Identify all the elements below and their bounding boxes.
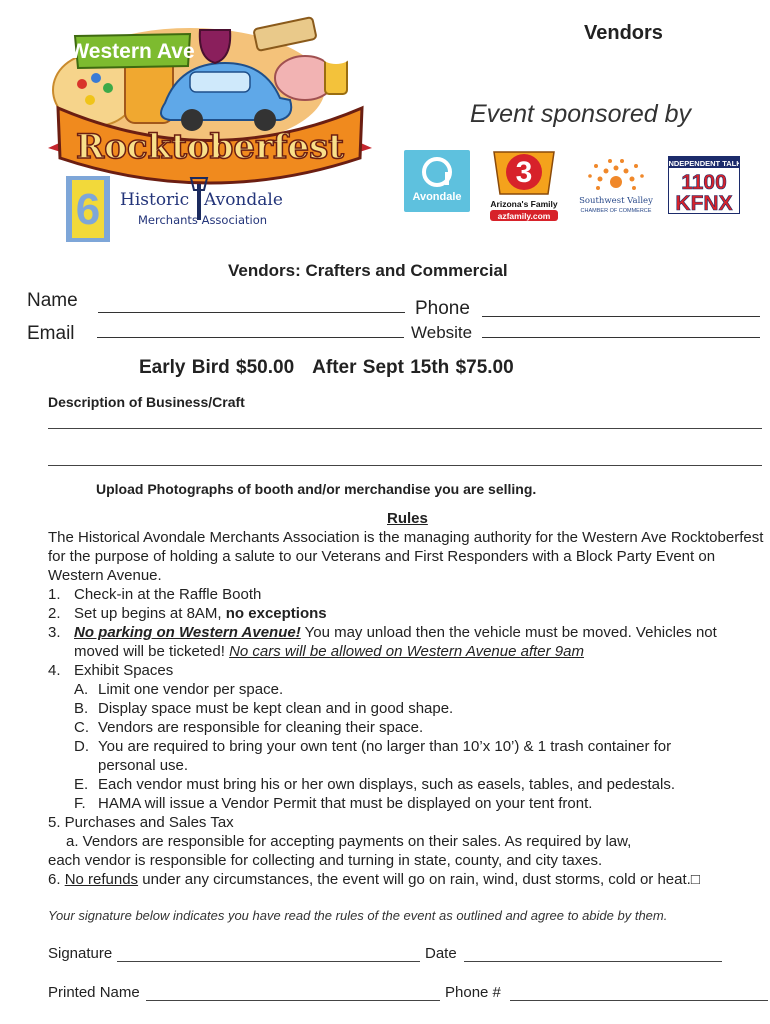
email-field[interactable] — [97, 337, 404, 338]
date-field[interactable] — [464, 961, 722, 962]
rule-number: 6. — [48, 871, 65, 888]
rule-text: Each vendor must bring his or her own displays, such as easels, tables, and pedestals. — [98, 776, 675, 793]
description-field-line-1[interactable] — [48, 428, 762, 429]
signature-label: Signature — [48, 945, 113, 962]
rule-5a: a. Vendors are responsible for accepting payments on their sales. As required by law, — [66, 833, 632, 850]
sponsor-avondale-text: Avondale — [412, 191, 462, 203]
rule-letter: E. — [74, 776, 89, 793]
rule-text: Exhibit Spaces — [74, 662, 174, 679]
rule-emphasis: no exceptions — [225, 605, 327, 622]
email-label: Email — [27, 323, 75, 344]
rule-4b — [74, 699, 453, 718]
rule-3 — [48, 623, 717, 642]
rules-heading: Rules — [387, 510, 428, 527]
logo-western-ave-text: Western Ave — [69, 40, 195, 63]
rule-4d — [74, 737, 671, 756]
rule-number: 2. — [48, 605, 61, 622]
rule-6 — [48, 870, 700, 889]
sponsor-avondale-logo — [404, 150, 470, 212]
sponsor-kfnx-tag: INDEPENDENT TALK — [669, 159, 739, 168]
rule-text: Set up begins at 8AM, — [74, 605, 226, 622]
hama-badge-number: 6 — [75, 185, 101, 234]
rule-letter: B. — [74, 700, 89, 717]
phone-field[interactable] — [482, 316, 760, 317]
sponsor-southwest-valley-logo — [574, 152, 658, 216]
rule-letter: A. — [74, 681, 89, 698]
checkbox-glyph: □ — [690, 871, 700, 888]
section-heading: Vendors: Crafters and Commercial — [228, 261, 508, 280]
fee-early-bird: Early Bird $50.00 — [139, 357, 295, 378]
sponsor-az-url: azfamily.com — [497, 211, 551, 221]
printed-name-label: Printed Name — [48, 984, 140, 1001]
website-field[interactable] — [482, 337, 760, 338]
rule-number: 1. — [48, 586, 61, 603]
fee-schedule — [139, 357, 514, 379]
rule-letter: C. — [74, 719, 89, 736]
sponsor-kfnx-call: KFNX — [675, 192, 733, 213]
name-label: Name — [27, 290, 78, 311]
rule-emphasis: No refunds — [64, 871, 139, 888]
rule-letter: F. — [74, 795, 86, 812]
rule-number: 4. — [48, 662, 61, 679]
rocktoberfest-logo — [40, 8, 380, 198]
rule-5: 5. Purchases and Sales Tax — [48, 814, 234, 831]
rule-emphasis: No cars will be allowed on Western Avenue after 9am — [229, 643, 584, 660]
rule-emphasis: No parking on Western Avenue! — [74, 624, 301, 641]
logo-rocktoberfest-text: Rocktoberfest — [76, 127, 344, 167]
hama-historic-text: Historic — [120, 190, 190, 210]
sponsor-kfnx-logo — [668, 156, 740, 214]
description-label: Description of Business/Craft — [48, 394, 245, 410]
phone-label: Phone — [415, 298, 470, 319]
signature-field[interactable] — [117, 961, 420, 962]
rule-text: Check-in at the Raffle Booth — [74, 586, 262, 603]
rule-number: 3. — [48, 624, 61, 641]
signature-phone-label: Phone # — [445, 984, 501, 1001]
rule-3-continued — [74, 642, 584, 661]
sponsor-swv-sub: CHAMBER OF COMMERCE — [580, 208, 652, 214]
signature-note: Your signature below indicates you have read the rules of the event as outlined and agree to abide by them. — [48, 908, 668, 923]
hama-logo — [64, 176, 294, 242]
rule-5b: each vendor is responsible for collecting and turning in state, county, and city taxes. — [48, 852, 603, 869]
fee-after-sept: After Sept 15th $75.00 — [312, 357, 514, 378]
sponsor-kfnx-freq: 1100 — [681, 171, 727, 194]
rule-text: Display space must be kept clean and in good shape. — [98, 700, 454, 717]
rule-2 — [48, 604, 327, 623]
rule-text: under any circumstances, the event will go on rain, wind, dust storms, cold or heat. — [138, 871, 691, 888]
sponsor-az-number: 3 — [515, 156, 533, 189]
rule-4f — [74, 794, 592, 813]
rule-text: moved will be ticketed! — [74, 643, 230, 660]
signature-phone-field[interactable] — [510, 1000, 768, 1001]
sponsored-by-heading: Event sponsored by — [470, 100, 691, 128]
rule-text: Vendors are responsible for cleaning their space. — [98, 719, 424, 736]
page-title: Vendors — [584, 22, 663, 44]
rule-1 — [48, 585, 261, 604]
hama-merchants-text: Merchants Association — [138, 213, 268, 227]
rule-text: You are required to bring your own tent (no larger than 10’x 10’) & 1 trash container for — [98, 738, 672, 755]
rule-text: HAMA will issue a Vendor Permit that must be displayed on your tent front. — [98, 795, 593, 812]
upload-photographs-note: Upload Photographs of booth and/or merchandise you are selling. — [96, 481, 537, 497]
rule-text: You may unload then the vehicle must be moved. Vehicles not — [300, 624, 717, 641]
website-label: Website — [411, 323, 473, 342]
sponsor-swv-name: Southwest Valley — [579, 196, 653, 206]
rules-intro: The Historical Avondale Merchants Association is the managing authority for the Western Ave Rocktoberfest for the purpose of holding a salute to our Veterans and First Responders with a Block Party Event on Western Avenue. — [48, 529, 764, 584]
rule-4e — [74, 775, 675, 794]
description-field-line-2[interactable] — [48, 465, 762, 466]
rule-letter: D. — [74, 738, 89, 755]
printed-name-field[interactable] — [146, 1000, 440, 1001]
sponsor-az-text: Arizona's Family — [490, 199, 558, 209]
rule-4d-continued: personal use. — [98, 757, 189, 774]
date-label: Date — [425, 945, 457, 962]
rule-text: Limit one vendor per space. — [98, 681, 284, 698]
name-field[interactable] — [98, 312, 405, 313]
rule-4 — [48, 661, 173, 680]
hama-avondale-text: Avondale — [204, 190, 283, 210]
sponsor-azfamily-logo — [484, 146, 564, 222]
rule-4a — [74, 680, 283, 699]
rule-4c — [74, 718, 423, 737]
